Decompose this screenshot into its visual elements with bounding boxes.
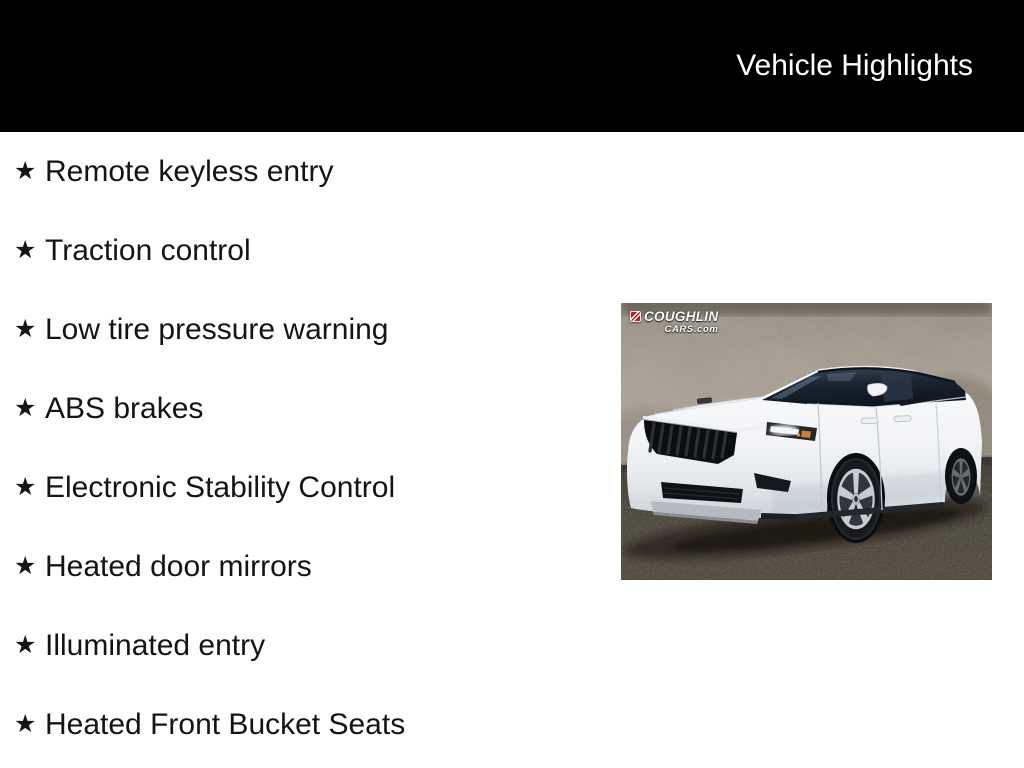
dealer-watermark-text bbox=[644, 310, 718, 334]
page-title: Vehicle Highlights bbox=[736, 49, 973, 82]
star-bullet-icon: ★ bbox=[14, 314, 37, 343]
highlight-label: Remote keyless entry bbox=[45, 154, 334, 188]
highlight-label: Heated Front Bucket Seats bbox=[45, 707, 406, 741]
list-item bbox=[0, 132, 405, 211]
door-handle bbox=[861, 418, 878, 424]
list-item bbox=[0, 211, 405, 290]
list-item bbox=[0, 290, 405, 369]
highlight-label: Traction control bbox=[45, 233, 251, 267]
star-bullet-icon: ★ bbox=[14, 630, 37, 659]
star-bullet-icon: ★ bbox=[14, 235, 37, 264]
highlight-label: Electronic Stability Control bbox=[45, 470, 396, 504]
vehicle-photo bbox=[621, 303, 992, 580]
highlight-label: Low tire pressure warning bbox=[45, 312, 389, 346]
dealer-badge-icon bbox=[630, 311, 641, 322]
door-handle bbox=[894, 416, 911, 422]
list-item bbox=[0, 685, 405, 764]
star-bullet-icon: ★ bbox=[14, 472, 37, 501]
highlight-label: Heated door mirrors bbox=[45, 549, 312, 583]
star-bullet-icon: ★ bbox=[14, 393, 37, 422]
list-item bbox=[0, 369, 405, 448]
star-bullet-icon: ★ bbox=[14, 709, 37, 738]
watermark-site: CARS.com bbox=[664, 323, 719, 335]
star-bullet-icon: ★ bbox=[14, 551, 37, 580]
highlight-label: ABS brakes bbox=[45, 391, 204, 425]
list-item bbox=[0, 606, 405, 685]
list-item bbox=[0, 527, 405, 606]
dealer-watermark bbox=[630, 310, 718, 334]
highlights-list bbox=[0, 132, 405, 764]
slide-header bbox=[0, 0, 1024, 132]
watermark-brand: COUGHLIN bbox=[644, 309, 719, 324]
rear-wheel bbox=[948, 451, 974, 503]
front-wheel bbox=[831, 458, 881, 540]
highlight-label: Illuminated entry bbox=[45, 628, 266, 662]
list-item bbox=[0, 448, 405, 527]
vehicle-illustration bbox=[621, 303, 992, 580]
star-bullet-icon: ★ bbox=[14, 156, 37, 185]
